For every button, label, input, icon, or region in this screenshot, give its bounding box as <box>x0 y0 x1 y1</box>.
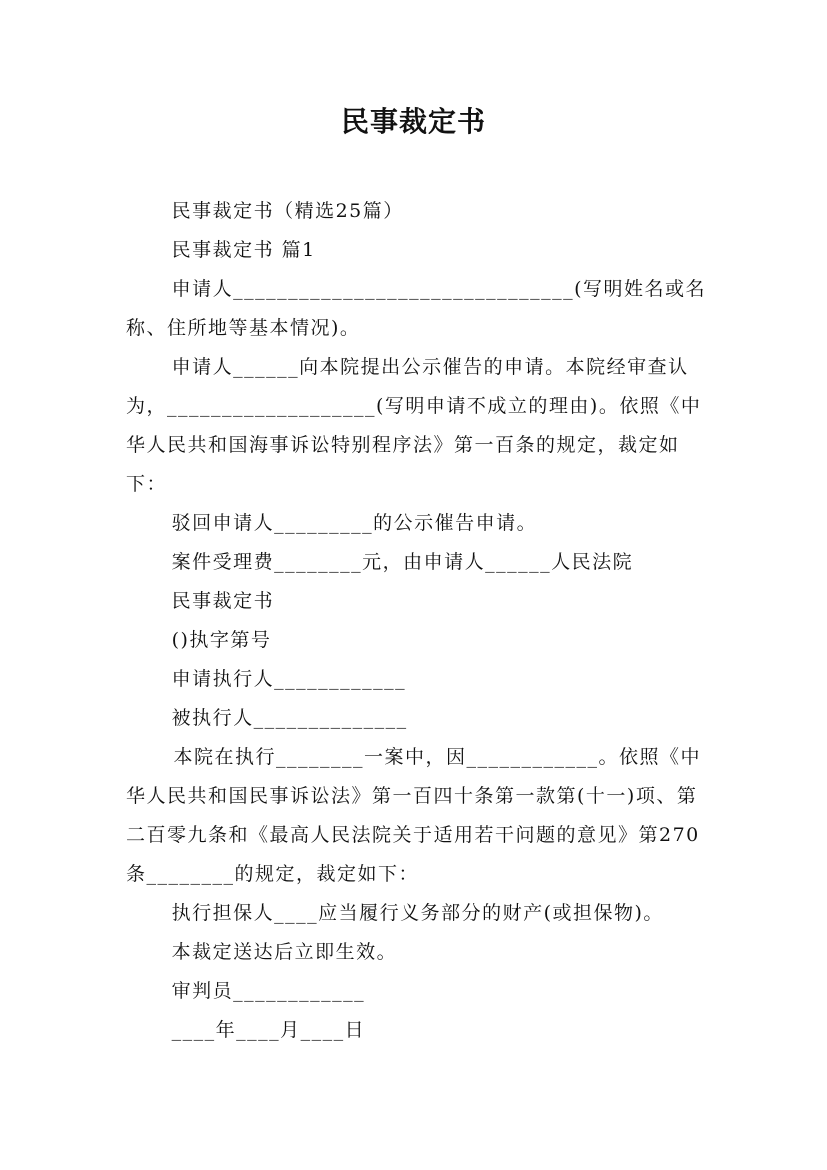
paragraph-execution-basis: 本院在执行________一案中，因____________。依照《中华人民共和国民事诉讼法》第一百四十条第一款第(十一)项、第二百零九条和《最高人民法院关于适用若干问题的意见》第270条________的规定，裁定如下： <box>126 746 702 885</box>
paragraph-date: ____年____月____日 <box>171 1019 366 1041</box>
paragraph-effective: 本裁定送达后立即生效。 <box>171 941 398 963</box>
paragraph-guarantor: 执行担保人____应当履行义务部分的财产(或担保物)。 <box>171 902 664 924</box>
paragraph-reject: 驳回申请人_________的公示催告申请。 <box>171 512 538 534</box>
document-title: 民事裁定书 <box>340 105 486 138</box>
paragraph-fee: 案件受理费________元，由申请人______人民法院 <box>171 551 634 573</box>
paragraph-review: 申请人______向本院提出公示催告的申请。本院经审查认为，___________________(写明申请不成立的理由)。依照《中华人民共和国海事诉讼特别程序法》第一百条的规定，裁定如下： <box>126 356 702 495</box>
paragraph-case-number: ()执字第号 <box>171 629 272 651</box>
paragraph-judge: 审判员____________ <box>171 980 366 1002</box>
paragraph-executed-party: 被执行人______________ <box>171 707 408 729</box>
paragraph-section-heading: 民事裁定书 篇1 <box>171 239 316 261</box>
document-body <box>126 192 716 1050</box>
paragraph-ruling-heading: 民事裁定书 <box>171 590 275 612</box>
paragraph-execution-applicant: 申请执行人____________ <box>171 668 407 690</box>
paragraph-applicant: 申请人_______________________________(写明姓名或名称、住所地等基本情况)。 <box>126 278 707 339</box>
paragraph-subtitle: 民事裁定书（精选25篇） <box>171 200 404 222</box>
